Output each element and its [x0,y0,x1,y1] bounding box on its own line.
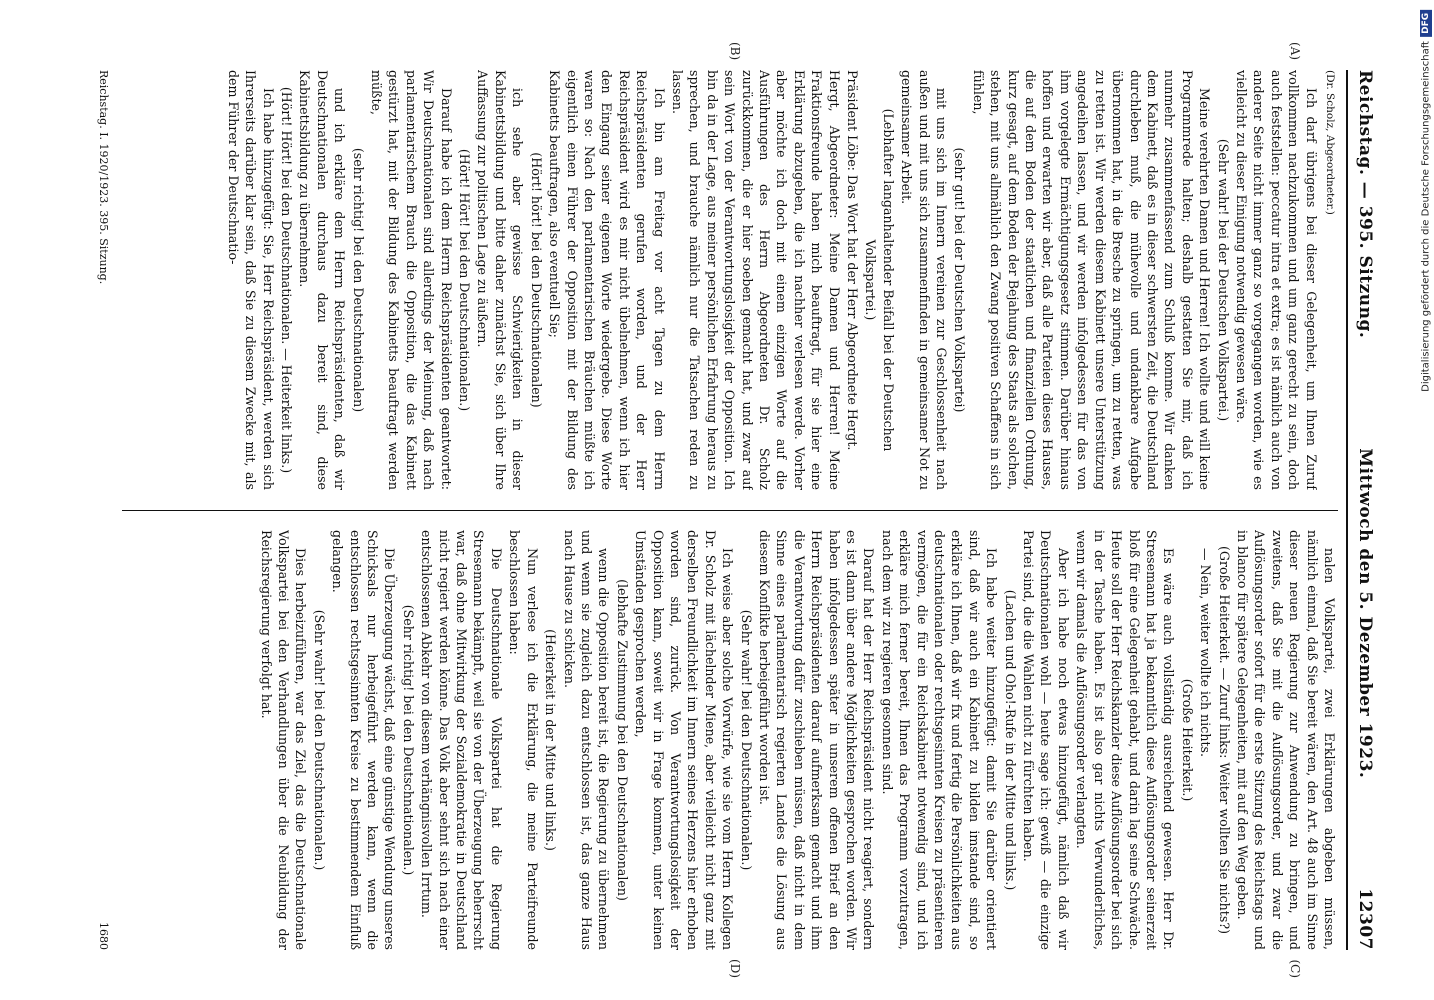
speech-paragraph: Dies herbeizuführen, war das Ziel, das die Deutschnationale Volkspartei bei den Verhandlungen über die Neubildung der Reichsregierung verfolgt hat. [258,530,309,950]
speaker-paragraph: Hergt, Abgeordneter: Meine Damen und Herren! Meine Fraktionsfreunde haben mich beauftragt, für sie hier eine Erklärung abzugeben, die ich nachher verlesen werde. Vorher aber möchte ich doch mit einem einzigen Worte auf die Ausführungen des Herrn Abgeordneten Dr. Scholz zurückkommen, die er hier soeben gemacht hat, und zwar auf sein Wort von der Verantwortungslosigkeit der Opposition. Ich bin da in der Lage, aus meiner persönlichen Erfahrung heraus zu sprechen, und brauche nämlich nur die Tatsachen reden zu lassen. [669,70,842,490]
interjection: (Sehr wahr! bei den Deutschnationalen.) [311,609,327,871]
speech-paragraph: Ich bin am Freitag vor acht Tagen zu dem Herrn Reichspräsidenten gerufen worden, und der Herr Reichspräsident wird es mir nicht übelnehmen, wenn ich hier den Eingang seiner eigenen Worte wiedergebe. Diese Worte waren so: Nach den parlamentarischen Bräuchen müßte ich eigentlich einen Führer der Opposition mit der Bildung des Kabinetts beauftragen, also eventuell Sie; [547,70,667,490]
header-left: Reichstag. — 395. Sitzung. [1355,70,1375,339]
interjection: (Lebhafter langanhaltender Beifall bei der Deutschen Volkspartei.) [863,108,896,452]
speech-paragraph: Ich habe hinzugefügt: Sie, Herr Reichspräsident, werden sich Ihrerseits darüber klar sein, daß Sie zu diesem Zwecke mit, als dem Führer der Deutschnatio- [225,70,276,490]
interjection: (sehr gut! bei der Deutschen Volkspartei) [952,147,968,413]
footer-left: Reichstag. I. 1920/1923. 395. Sitzung. [97,70,110,285]
left-column [122,70,1338,490]
dfg-logo: DFG [1420,10,1432,37]
speech-paragraph: Ich habe weiter hinzugefügt: damit Sie darüber orientiert sind, daß wir auch ein Kabinett zu bilden imstande sind, so erkläre ich Ihnen, daß wir fix und fertig die Persönlichkeiten aus deutschnationalen oder rechtsgesinnten Kreisen zu präsentieren vermögen, die für ein Reichskabinett notwendig sind, und ich erkläre mich ferner bereit, Ihnen das Programm vorzutragen, nach dem wir zu regieren gesonnen sind. [879,530,1000,950]
speech-paragraph: wenn die Opposition bereit ist, die Regierung zu übernehmen und wenn sie zugleich dazu entschlossen ist, das ganze Haus nach Hause zu schicken. [561,530,612,950]
speech-paragraph: ich sehe aber gewisse Schwierigkeiten in dieser Kabinettsbildung und bitte daher zunächst Sie, sich über Ihre Auffassung zur politischen Lage zu äußern. [475,70,526,490]
speech-paragraph: und ich erkläre dem Herrn Reichspräsidenten, daß wir Deutschnationalen durchaus dazu bereit sind, diese Kabinettsbildung zu übernehmen. [297,70,348,490]
interjection: (Hört! hört! bei den Deutschnationalen) [528,152,544,408]
speech-paragraph: — Nein, weiter wollte ich nichts. [1198,548,1214,757]
speech-paragraph: Meine verehrten Damen und Herren! Ich wollte und will keine Programmrede halten; deshalb gestatten Sie mir, daß ich nunmehr zusammenfassend zum Schluß komme. Wir danken dem Kabinett, daß es in dieser schwersten Zeit, die Deutschland durchleben muß, die mühevolle und undankbare Aufgabe übernommen hat, in die Bresche zu springen, um zu retten, was zu retten ist. Wir werden diesem Kabinett unsere Unterstützung angedeihen lassen, und wir werden infolgedessen für das von ihm vorgelegte Ermächtigungsgesetz stimmen. Darüber hinaus hoffen und erwarten wir aber, daß alle Parteien dieses Hauses, die auf dem Boden der staatlichen und finanziellen Ordnung, kurz gesagt, auf dem Boden der Bejahung des Staats als solchen, stehen, mit uns allmählich den Zwang positiven Schaffens in sich fühlen, [970,70,1213,490]
speaker-line: (Dr. Scholz, Abgeordneter.) [1324,70,1336,215]
speech-paragraph: Darauf hat der Herr Reichspräsident nicht reagiert, sondern es ist dann über andere Möglichkeiten gesprochen worden. Wir haben infolgedessen später in unserem offenen Brief an den Herrn Reichspräsidenten darauf aufmerksam gemacht und ihm die Verantwortung dafür zuschieben müssen, daß nicht in dem Sinne eines parlamentarisch regierten Landes die Lösung aus diesem Konflikte herbeigeführt worden ist. [757,530,877,950]
speech-paragraph: mit uns sich im Innern vereinen zur Geschlossenheit nach außen und mit uns sich zusammenfinden in gemeinsamer Not zu gemeinsamer Arbeit. [899,70,950,490]
margin-letter-b: (B) [728,42,742,61]
footer-right: 1680 [97,922,110,950]
speech-paragraph: Die Überzeugung wächst, daß eine günstige Wendung unseres Schicksals nur herbeigeführt werden kann, wenn die entschlossen rechtsgesinnten Kreise zu bestimmendem Einfluß gelangen. [330,530,398,950]
interjection: (Sehr richtig! bei den Deutschnationalen.) [400,604,416,876]
speech-paragraph: Die Deutschnationale Volkspartei hat die Regierung Stresemann bekämpft, weil sie von der Überzeugung beherrscht war, daß ohne Mitwirkung der Sozialdemokratie in Deutschland nicht regiert werden könne. Das Volk aber sehnt sich nach einer entschlossenen Abkehr von diesem verhängnisvollen Irrtum. [419,530,504,950]
speech-paragraph: Ich weise aber solche Vorwürfe, wie sie vom Herrn Kollegen Dr. Scholz mit lächelnder Miene, aber vielleicht nicht ganz mit derselben Freundlichkeit im Innern seines Herzens hier erhoben worden sind, zurück. Von Verantwortungslosigkeit der Opposition kann, soweit wir in Frage kommen, unter keinen Umständen gesprochen werden, [633,530,736,950]
interjection: (Heiterkeit in der Mitte und links.) [543,629,559,851]
header-date: Mittwoch den 5. Dezember 1923. [1355,448,1375,779]
speech-paragraph: Nun verlese ich die Erklärung, die meine Parteifreunde beschlossen haben: [507,530,540,950]
interjection: (Hört! Hört! bei den Deutschnationalen.) [457,148,473,412]
speech-paragraph: Darauf habe ich dem Herrn Reichspräsidenten geantwortet: Wir Deutschnationalen sind allerdings der Meinung, daß nach parlamentarischem Brauch die Opposition, die das Kabinett gestürzt hat, mit der Bildung des Kabinetts beauftragt werden müßte, [369,70,454,490]
interjection: (sehr richtig! bei den Deutschnationalen) [350,147,366,413]
interjection: (Große Heiterkeit. — Zuruf links: Weiter wollten Sie nichts?) [1216,546,1232,934]
interjection: (Sehr wahr! bei der Deutschen Volkspartei.) [1215,138,1231,422]
page-footer [90,70,110,950]
speech-paragraph: nalen Volkspartei, zwei Erklärungen abgeben müssen, nämlich einmal, daß Sie bereit wären, den Art. 48 auch im Sinne dieser neuen Regierung zur Anwendung zu bringen, und zweitens, daß Sie mit die Auflösungsorder, und zwar die Auflösungsorder sofort für die erste Sitzung des Reichstags und in blanco für spätere Gelegenheiten, mit auf den Weg geben. [1234,530,1337,950]
margin-letter-c: (C) [1288,959,1302,978]
interjection: (Sehr wahr! bei den Deutschnationalen.) [738,609,754,871]
page-number: 12307 [1355,888,1375,950]
column-divider [122,510,1338,511]
text-columns [122,70,1338,950]
credit-text: Digitalisierung gefördert durch die Deutsche Forschungsgemeinschaft [1420,41,1432,392]
interjection: (Große Heiterkeit.) [1179,678,1195,802]
margin-letter-d: (D) [728,959,742,978]
speaker-paragraph: Präsident Löbe: Das Wort hat der Herr Abgeordnete Hergt. [845,70,861,451]
right-column [122,530,1338,950]
digitization-credit [1420,10,1432,392]
speech-paragraph: Es wäre auch vollständig ausreichend gewesen. Herr Dr. Stresemann hat ja bekanntlich diese Auflösungsorder seinerzeit bloß für eine Gelegenheit gehabt, und darin lag seine Schwäche. Heute soll der Herr Reichskanzler diese Auflösungsorder bei sich in der Tasche haben. Es ist also gar nichts Verwunderliches, wenn wir damals die Auflösungsorder verlangten. [1074,530,1177,950]
interjection: (lebhafte Zustimmung bei den Deutschnationalen) [614,579,630,901]
interjection: (Lachen und Oho!-Rufe in der Mitte und links.) [1002,589,1018,891]
speech-paragraph: Aber ich habe noch etwas hinzugefügt, nämlich daß wir Deutschnationalen wohl — heute sage ich: gewiß — die einzige Partei sind, die die Wahlen nicht zu fürchten haben. [1021,530,1071,950]
speech-paragraph: Ich darf übrigens bei dieser Gelegenheit, um Ihnen Zuruf vollkommen nachzukommen und um ganz gerecht zu sein, doch auch feststellen: peccatur intra et extra; es ist nämlich auch von anderer Seite nicht immer ganz so vorgegangen worden, wie es vielleicht zu dieser Einigung notwendig gewesen wäre. [1233,70,1319,490]
running-head [1346,70,1382,950]
margin-letter-a: (A) [1288,42,1302,61]
rotated-page-wrapper [0,40,1412,980]
document-page [82,42,1382,978]
interjection: (Hört! Hört! bei den Deutschnationalen. — Heiterkeit links.) [279,86,295,474]
